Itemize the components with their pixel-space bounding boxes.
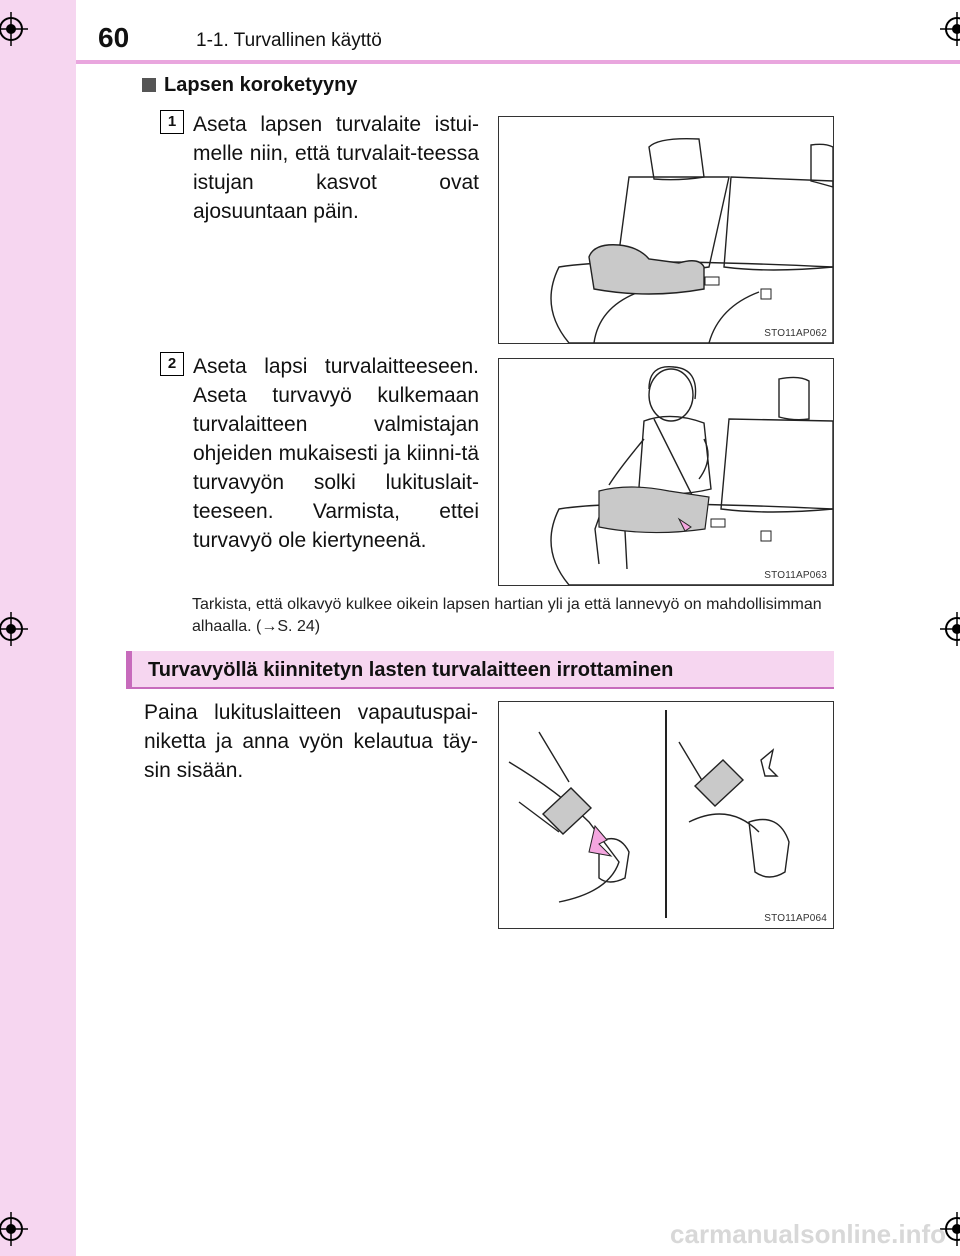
registration-mark-icon: [0, 1212, 28, 1246]
step-badge-1: 1: [160, 110, 184, 134]
step-badge-2: 2: [160, 352, 184, 376]
watermark: carmanualsonline.info: [670, 1219, 946, 1249]
registration-mark-icon: [940, 612, 960, 646]
note-text: Tarkista, että olkavyö kulkee oikein lapsen hartian yli ja että lannevyö on mahdollisimman alhaalla. (→S. 24): [192, 596, 822, 635]
section-title: Turvavyöllä kiinnitetyn lasten turvalaitteen irrottaminen: [148, 659, 674, 681]
chapter-title: 1-1. Turvallinen käyttö: [196, 30, 382, 51]
square-bullet-icon: [142, 78, 156, 92]
figure-booster-on-seat: [498, 116, 834, 344]
figure-code: STO11AP062: [764, 328, 827, 339]
section-header: [126, 651, 834, 689]
subheading: Lapsen koroketyyny: [142, 74, 357, 97]
figure-child-on-booster: [498, 358, 834, 586]
step-2-text: Aseta lapsi turvalaitteeseen. Aseta turvavyö kulkemaan turvalaitteen valmistajan ohjeiden mukaisesti ja kiinni-tä turvavyön solki lukituslait-teeseen. Varmista, ettei turvavyö ole kiertyneenä.: [193, 355, 479, 552]
registration-mark-icon: [940, 12, 960, 46]
header-rule: [76, 60, 960, 64]
section-text: Paina lukituslaitteen vapautuspai-niketta ja anna vyön kelautua täy-sin sisään.: [144, 701, 478, 782]
figure-code: STO11AP064: [764, 913, 827, 924]
registration-mark-icon: [0, 612, 28, 646]
page-number: 60: [98, 22, 130, 53]
figure-code: STO11AP063: [764, 570, 827, 581]
registration-mark-icon: [0, 12, 28, 46]
figure-buckle-release: [498, 701, 834, 929]
step-1-text: Aseta lapsen turvalaite istui-melle niin, että turvalait-teessa istujan kasvot ovat ajosuuntaan päin.: [193, 113, 479, 223]
